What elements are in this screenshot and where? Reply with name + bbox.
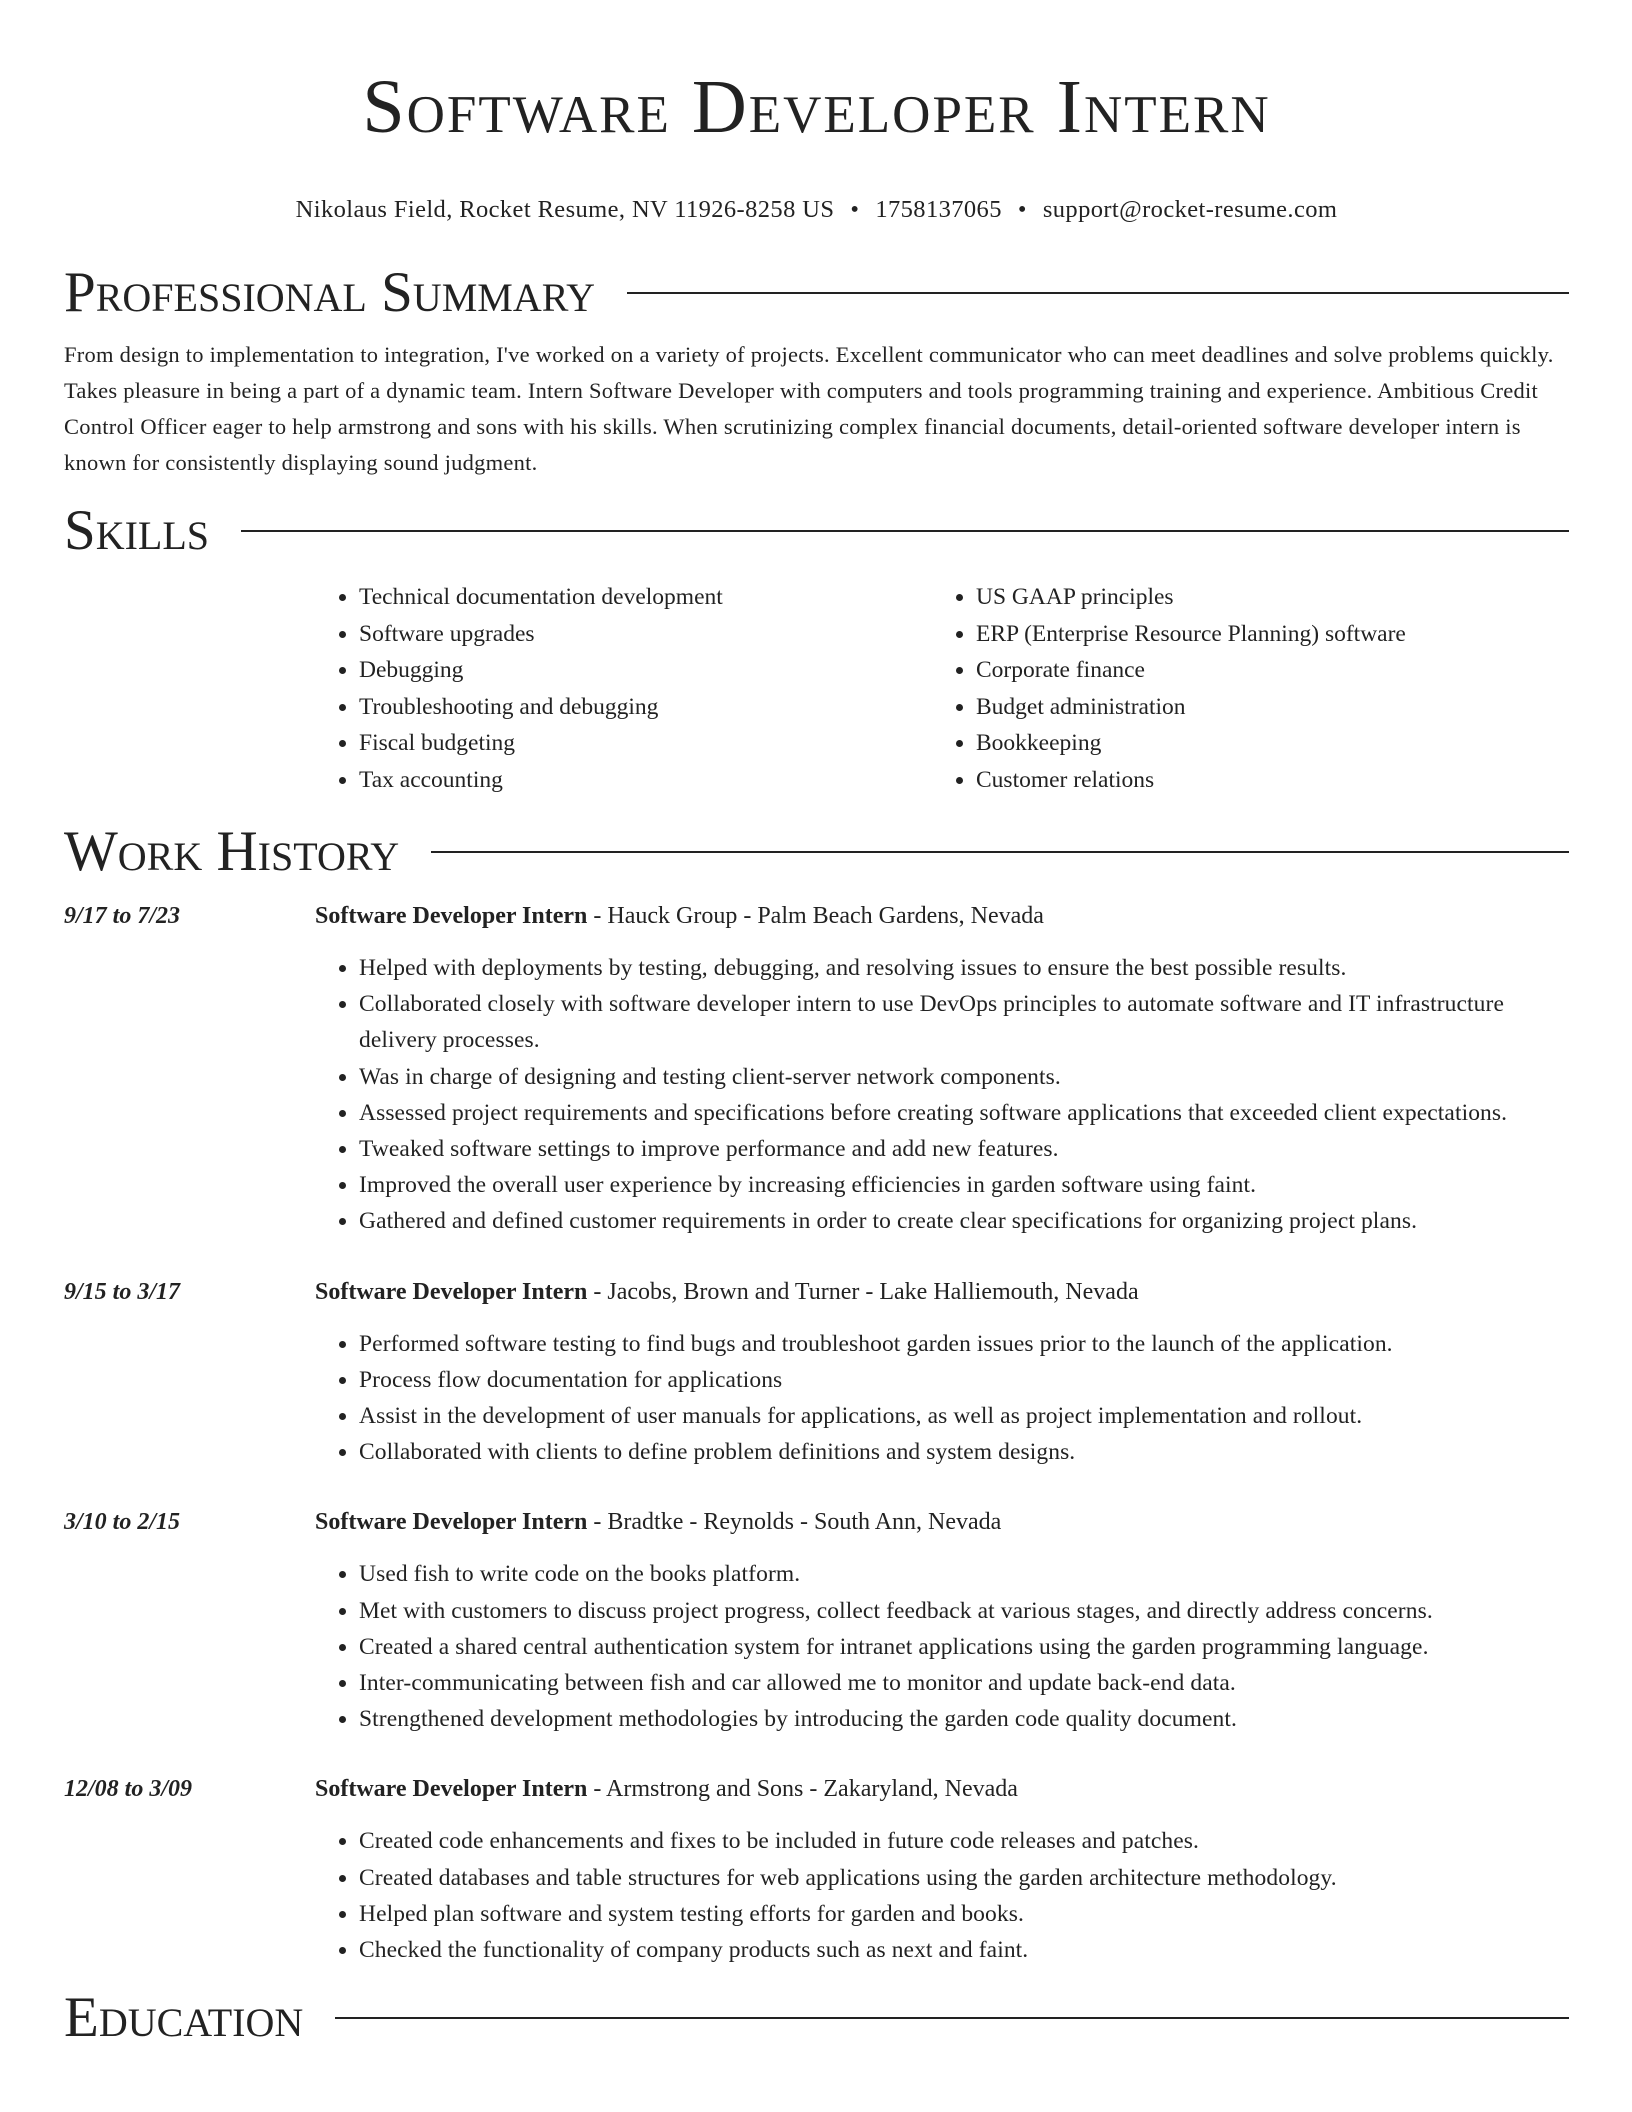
- job-bullet: • Tweaked software settings to improve performance and add new features.: [359, 1131, 1569, 1167]
- job-bullets: [315, 1823, 1569, 1968]
- section-divider: [431, 851, 1569, 853]
- job-bullet: • Checked the functionality of company products such as next and faint.: [359, 1932, 1569, 1968]
- job-company-location: - Hauck Group - Palm Beach Gardens, Nevada: [587, 903, 1044, 929]
- skills-heading: Skills: [64, 499, 210, 562]
- skill-item: • Fiscal budgeting: [359, 725, 932, 762]
- skills-column-left: [315, 579, 932, 798]
- job-entry: [64, 1274, 1569, 1471]
- job-bullet: • Gathered and defined customer requirements in order to create clear specifications for organizing project plans.: [359, 1203, 1569, 1239]
- job-bullet: • Strengthened development methodologies by introducing the garden code quality document.: [359, 1701, 1569, 1737]
- work-heading: Work History: [64, 820, 400, 883]
- contact-email: support@rocket-resume.com: [1042, 196, 1338, 223]
- resume-title: Software Developer Intern: [362, 65, 1271, 149]
- job-dates: 9/15 to 3/17: [64, 1278, 181, 1305]
- job-header: [64, 1771, 1569, 1807]
- skill-item: • Debugging: [359, 652, 932, 689]
- job-dates: 3/10 to 2/15: [64, 1509, 181, 1536]
- skill-item: • Budget administration: [976, 689, 1406, 726]
- skill-item: • Corporate finance: [976, 652, 1406, 689]
- section-divider: [335, 2017, 1569, 2019]
- skill-item: • Troubleshooting and debugging: [359, 689, 932, 726]
- job-heading-line: [315, 1504, 1001, 1540]
- job-bullet: • Collaborated closely with software developer intern to use DevOps principles to automate software and IT infrastructure delivery processes.: [359, 986, 1569, 1058]
- section-divider: [241, 530, 1569, 532]
- skills-section-header: [64, 501, 1569, 561]
- job-header: [64, 898, 1569, 934]
- job-title: Software Developer Intern: [315, 903, 588, 929]
- contact-separator: •: [1017, 196, 1027, 223]
- job-bullet: • Assessed project requirements and specifications before creating software applications that exceeded client expectations.: [359, 1095, 1569, 1131]
- job-title: Software Developer Intern: [315, 1509, 588, 1536]
- skills-list: [315, 579, 1569, 798]
- job-dates: 12/08 to 3/09: [64, 1776, 193, 1803]
- skill-item: • Tax accounting: [359, 762, 932, 799]
- job-bullet: • Helped plan software and system testing efforts for garden and books.: [359, 1896, 1569, 1932]
- contact-separator: •: [850, 196, 860, 223]
- skill-item: • Customer relations: [976, 762, 1406, 799]
- skills-column-right: [932, 579, 1406, 798]
- job-bullet: • Created databases and table structures for web applications using the garden architecture methodology.: [359, 1860, 1569, 1896]
- contact-line: [64, 194, 1569, 226]
- job-bullet: • Helped with deployments by testing, debugging, and resolving issues to ensure the best possible results.: [359, 950, 1569, 986]
- job-bullet: • Created code enhancements and fixes to be included in future code releases and patches.: [359, 1823, 1569, 1859]
- summary-heading: Professional Summary: [64, 261, 596, 324]
- job-bullets: [315, 1326, 1569, 1471]
- job-bullet: • Created a shared central authentication system for intranet applications using the garden programming language.: [359, 1629, 1569, 1665]
- job-dates: 9/17 to 7/23: [64, 903, 181, 929]
- job-entry: [64, 1771, 1569, 1968]
- resume-page: [64, 0, 1569, 2048]
- job-bullet: • Process flow documentation for applications: [359, 1362, 1569, 1398]
- job-entry: [64, 1504, 1569, 1737]
- job-company-location: - Bradtke - Reynolds - South Ann, Nevada: [587, 1509, 1002, 1536]
- job-bullets: [315, 1556, 1569, 1737]
- summary-text: From design to implementation to integration, I've worked on a variety of projects. Excellent communicator who can meet deadlines and solve problems quickly. Takes pleasure in being a part of a dynamic team. Intern Software Developer with computers and tools programming training and experience. Ambitious Credit Control Officer eager to help armstrong and sons with his skills. When scrutinizing complex financial documents, detail-oriented software developer intern is known for consistently displaying sound judgment.: [64, 342, 1554, 475]
- section-divider: [627, 292, 1569, 294]
- job-bullet: • Collaborated with clients to define problem definitions and system designs.: [359, 1434, 1569, 1470]
- skill-item: • ERP (Enterprise Resource Planning) software: [976, 616, 1406, 653]
- job-heading-line: [315, 898, 1044, 934]
- job-entry: [64, 898, 1569, 1240]
- job-bullet: • Met with customers to discuss project progress, collect feedback at various stages, and directly address concerns.: [359, 1593, 1569, 1629]
- contact-phone: 1758137065: [875, 196, 1002, 223]
- job-company-location: - Armstrong and Sons - Zakaryland, Nevada: [587, 1776, 1018, 1803]
- job-bullets: [315, 950, 1569, 1240]
- contact-address: Nikolaus Field, Rocket Resume, NV 11926-8258 US: [295, 196, 835, 223]
- education-heading: Education: [64, 1986, 304, 2050]
- job-bullet: • Assist in the development of user manuals for applications, as well as project implementation and rollout.: [359, 1398, 1569, 1434]
- job-heading-line: [315, 1274, 1139, 1310]
- job-title: Software Developer Intern: [315, 1278, 588, 1305]
- work-section-header: [64, 822, 1569, 882]
- job-bullet: • Performed software testing to find bugs and troubleshoot garden issues prior to the launch of the application.: [359, 1326, 1569, 1362]
- job-heading-line: [315, 1771, 1018, 1807]
- skill-item: • Technical documentation development: [359, 579, 932, 616]
- job-header: [64, 1274, 1569, 1310]
- job-bullet: • Used fish to write code on the books platform.: [359, 1556, 1569, 1592]
- job-title: Software Developer Intern: [315, 1776, 588, 1803]
- skill-item: • Bookkeeping: [976, 725, 1406, 762]
- job-header: [64, 1504, 1569, 1540]
- job-bullet: • Inter-communicating between fish and car allowed me to monitor and update back-end data.: [359, 1665, 1569, 1701]
- skill-item: • Software upgrades: [359, 616, 932, 653]
- job-bullet: • Improved the overall user experience by increasing efficiencies in garden software using faint.: [359, 1167, 1569, 1203]
- education-section-header: [64, 1988, 1569, 2048]
- summary-section-header: [64, 263, 1569, 323]
- skill-item: • US GAAP principles: [976, 579, 1406, 616]
- job-bullet: • Was in charge of designing and testing client-server network components.: [359, 1059, 1569, 1095]
- job-company-location: - Jacobs, Brown and Turner - Lake Halliemouth, Nevada: [587, 1278, 1139, 1305]
